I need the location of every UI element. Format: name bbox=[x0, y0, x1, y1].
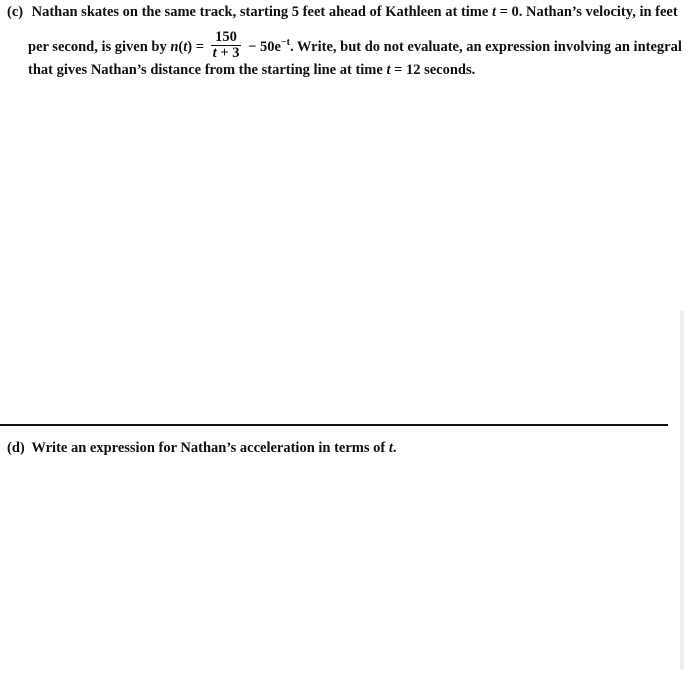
exponential-term: − 50e bbox=[248, 38, 281, 55]
part-c-line-2: per second, is given by n(t) = $\frac{150}{t + 3}$ − $50e^{-t}$. Write, but do not evaluate, an expression involving an integral bbox=[28, 29, 682, 61]
fraction-denominator bbox=[211, 46, 242, 61]
part-c-text-1: Nathan skates on the same track, starting 5 feet ahead of Kathleen at time bbox=[31, 4, 489, 20]
part-d-text: Write an expression for Nathan’s acceleration in terms of bbox=[31, 440, 386, 456]
denominator-rest: + 3 bbox=[220, 45, 240, 61]
part-c-text-2-pre: per second, is given by bbox=[28, 38, 167, 55]
exponent: −t bbox=[280, 37, 290, 48]
fraction-numerator: 150 bbox=[211, 30, 242, 46]
part-c-text-3-post: = 12 seconds. bbox=[394, 62, 476, 78]
part-c-text-2-post: . Write, but do not evaluate, an expression involving an integral bbox=[289, 38, 682, 55]
time-variable: t bbox=[491, 4, 496, 20]
velocity-function-name: n bbox=[170, 38, 179, 55]
part-d-line bbox=[7, 440, 397, 457]
part-c-text-1-end: = 0. Nathan’s velocity, in feet bbox=[499, 4, 678, 20]
velocity-function-arg: t bbox=[183, 38, 188, 55]
part-c-line-1 bbox=[7, 4, 678, 21]
denominator-variable: t bbox=[212, 45, 217, 61]
equals-sign: = bbox=[195, 38, 205, 55]
part-d-label: (d) bbox=[7, 440, 25, 456]
scrollbar[interactable] bbox=[680, 310, 684, 670]
part-c-label: (c) bbox=[7, 4, 24, 20]
part-c-text-3-pre: that gives Nathan’s distance from the starting line at time bbox=[28, 62, 383, 78]
part-d-end: . bbox=[392, 440, 397, 456]
time-variable-3: t bbox=[388, 440, 393, 456]
time-variable-2: t bbox=[386, 62, 391, 78]
velocity-fraction bbox=[211, 30, 242, 61]
section-divider bbox=[0, 424, 668, 426]
part-c-line-3 bbox=[28, 62, 475, 79]
